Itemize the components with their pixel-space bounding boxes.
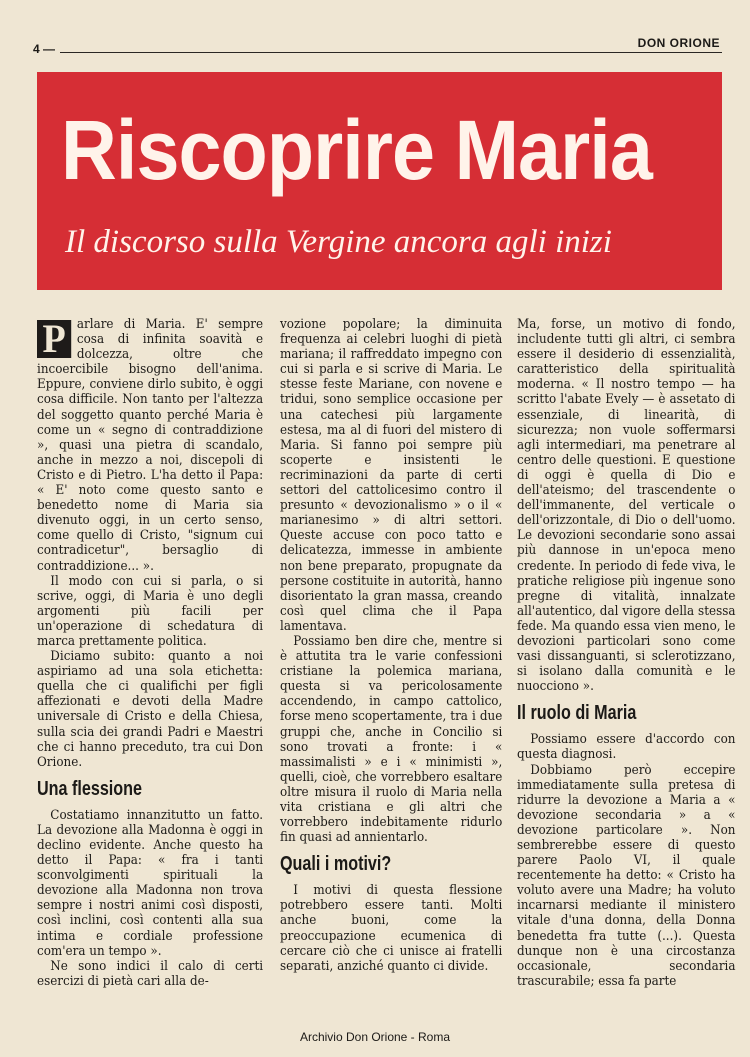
column-2 [280,316,502,973]
dropcap: P [37,320,71,358]
page-number: 4 — [33,42,56,56]
section-heading: Quali i motivi? [280,853,392,876]
paragraph: arlare di Maria. E' sempre cosa di infinita soavità e dolcezza, oltre che incoercibile bisogno dell'anima. Eppure, conviene dirlo subito, è oggi cosa difficile. Non tanto per l'altezza del soggetto quanto perché Maria è come un « segno di contraddizione », quasi una pietra di scandalo, anche in mezzo a noi, discepoli di Cristo e di Pietro. L'ha detto il Papa: « E' noto come questo santo e benedetto nome di Maria sia divenuto oggi, in un certo senso, come quello di Cristo, "signum cui contradicetur", bersaglio di contraddizione... ». [37,316,264,573]
paragraph: Ma, forse, un motivo di fondo, includente tutti gli altri, ci sembra essere il desiderio di essenzialità, caratteristico della spiritualità moderna. « Il nostro tempo — ha scritto l'abate Evely — è assetato di essenziale, di linearità, di sicurezza; non vuole soffermarsi agli intermediari, ma penetrare al centro delle questioni. E questione di oggi è quella di Dio e dell'ateismo; del trascendente o dell'immanente, del verticale o dell'orizzontale, di Dio o dell'uomo. Le devozioni secondarie sono assai più dannose in un'epoca meno credente. In periodo di fede viva, le pratiche religiose più ingenue sono pregne di vitalità, innalzate all'autentico, dal vigore della stessa fede. Ma quando essa vien meno, le devozioni particolari sono come vasi dissanguanti, si sclerotizzano, si isolano dalla comunità e le nuocciono ». [517,316,736,694]
section-heading: Il ruolo di Maria [517,702,637,725]
column-1 [37,316,263,988]
paragraph: Diciamo subito: quanto a noi aspiriamo ad una sola etichetta: quella che ci qualifichi per figli affezionati e devoti della Madre universale di Cristo e della Chiesa, sulla scia dei grandi Padri e Maestri che ci hanno preceduto, tra cui Don Orione. [37,648,264,769]
header-rule [60,52,722,53]
paragraph: Possiamo ben dire che, mentre si è attutita tra le varie confessioni cristiane la polemica mariana, questa si va pericolosamente accendendo, in campo cattolico, forse meno scopertamente, tra i due gruppi che, anche in Concilio si sono trovati a fronte: i « massimalisti » e i « minimisti », quelli, cioè, che vorrebbero esaltare oltre misura il ruolo di Maria nella vita cristiana e gli altri che vorrebbero indebitamente ridurlo fin quasi ad annientarlo. [280,632,503,845]
section-heading: Una flessione [37,777,143,800]
paragraph: Il modo con cui si parla, o si scrive, oggi, di Maria è uno degli argomenti più facili per un'operazione di schedatura di marca prettamente politica. [37,572,264,648]
magazine-name: DON ORIONE [637,36,720,50]
paragraph: Ne sono indici il calo di certi esercizi di pietà cari alla de- [37,957,264,988]
archive-footer: Archivio Don Orione - Roma [299,1030,451,1044]
column-3 [517,316,736,988]
article-title: Riscoprire Maria [61,103,652,197]
title-banner [37,72,722,290]
paragraph: Costatiamo innanzitutto un fatto. La devozione alla Madonna è oggi in declino evidente. Anche questo ha detto il Papa: « fra i tanti sconvolgimenti spirituali la devozione alla Madonna non trova sempre i nostri animi così disposti, così inclini, così contenti alla sua intima e cordiale professione com'era un tempo ». [37,806,264,958]
paragraph: Possiamo essere d'accordo con questa diagnosi. [517,731,736,762]
paragraph: vozione popolare; la diminuita frequenza ai celebri luoghi di pietà mariana; il raffreddato impegno con cui si parla e si scrive di Maria. Le stesse feste Mariane, con novene e tridui, sono semplice occasione per una catechesi più largamente estesa, ma al di fuori del mistero di Maria. Si fanno poi sempre più scoperte e insistenti le recriminazioni da parte di certi settori del cattolicesimo contro il presunto « devozionalismo » o il « marianesimo » di altri settori. Queste accuse con poco tatto e delicatezza, immesse in ambiente non bene preparato, propugnate da persone costituite in autorità, hanno disorientato la gran massa, creando così quel clima che il Papa lamentava. [280,316,503,633]
article-subtitle: Il discorso sulla Vergine ancora agli inizi [65,224,612,260]
paragraph: Dobbiamo però eccepire immediatamente sulla pretesa di ridurre la devozione a Maria a « devozione secondaria » a « devozione particolare ». Non sembrerebbe essere di questo parere Paolo VI, il quale recentemente ha detto: « Cristo ha voluto avere una Madre; ha voluto incarnarsi mediante il ministero vitale d'una donna, della Donna benedetta fra tutte (...). Questa dunque non è una circostanza occasionale, secondaria trascurabile; essa fa parte [517,761,736,988]
paragraph: I motivi di questa flessione potrebbero essere tanti. Molti anche buoni, come la preoccupazione ecumenica di cercare ciò che ci unisce ai fratelli separati, anziché quanto ci divide. [280,882,503,973]
